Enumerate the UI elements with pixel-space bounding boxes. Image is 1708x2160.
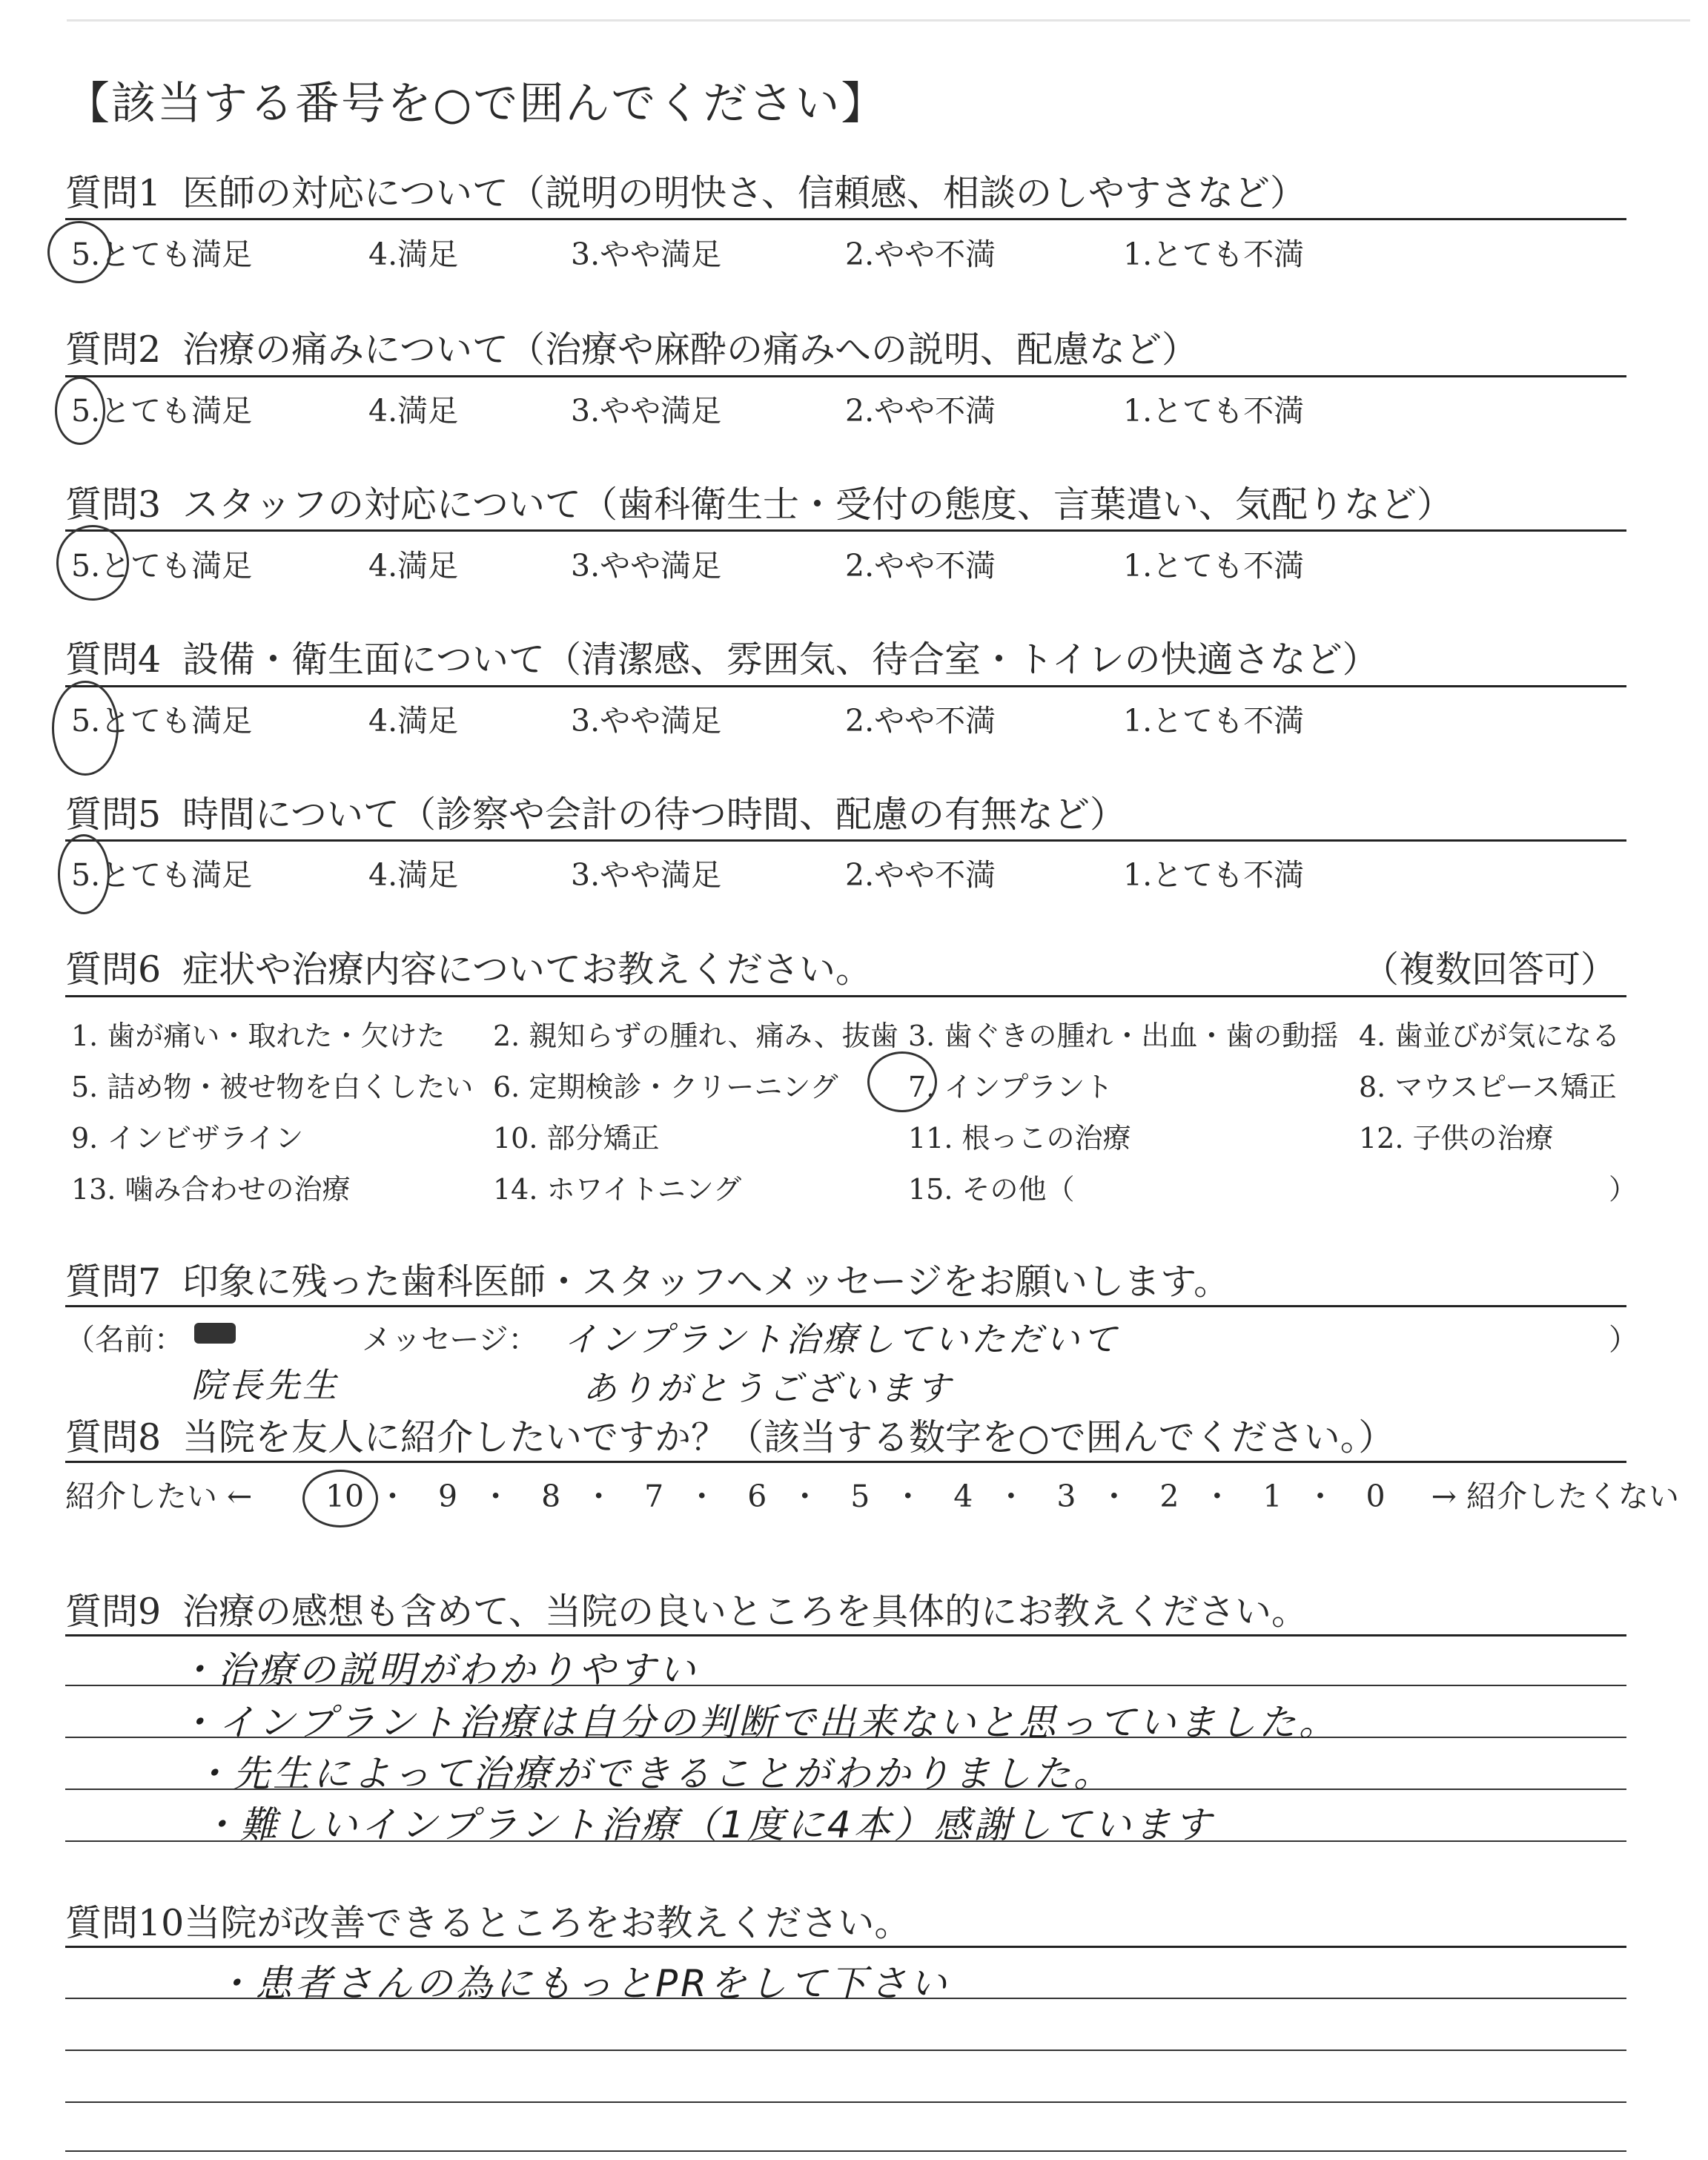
option-1[interactable]: 1.とても不満 bbox=[1123, 393, 1305, 429]
scale-right-label: → 紹介したくない bbox=[1431, 1479, 1679, 1514]
option-2[interactable]: 2.やや不満 bbox=[845, 393, 996, 429]
q6-item[interactable]: 7. インプラント bbox=[908, 1071, 1113, 1103]
answer-line bbox=[65, 2150, 1626, 2152]
question-rule bbox=[65, 995, 1626, 997]
option-5[interactable]: 5.とても満足 bbox=[71, 548, 253, 584]
option-4[interactable]: 4.満足 bbox=[368, 237, 459, 272]
scale-left-label: 紹介したい ← bbox=[65, 1479, 253, 1514]
option-4[interactable]: 4.満足 bbox=[368, 857, 459, 893]
name-label: （名前： bbox=[65, 1323, 184, 1357]
option-1[interactable]: 1.とても不満 bbox=[1123, 857, 1305, 893]
question-rule bbox=[65, 1634, 1626, 1636]
option-2[interactable]: 2.やや不満 bbox=[845, 548, 996, 584]
option-2[interactable]: 2.やや不満 bbox=[845, 857, 996, 893]
q6-item[interactable]: 13. 噛み合わせの治療 bbox=[71, 1173, 351, 1206]
option-5[interactable]: 5.とても満足 bbox=[71, 703, 253, 739]
option-3[interactable]: 3.やや満足 bbox=[571, 393, 722, 429]
option-3[interactable]: 3.やや満足 bbox=[571, 857, 722, 893]
q10-answer: ・患者さんの為にもっとPRをして下さい bbox=[215, 1962, 950, 2005]
q6-item[interactable]: 5. 詰め物・被せ物を白くしたい bbox=[71, 1071, 474, 1103]
selection-circle bbox=[56, 525, 129, 601]
scale-value[interactable]: 9 bbox=[438, 1479, 458, 1514]
scale-value[interactable]: 7 bbox=[644, 1479, 664, 1514]
selection-circle bbox=[302, 1470, 378, 1527]
selection-circle bbox=[52, 681, 119, 776]
question-title: 質問4 設備・衛生面について（清潔感、雰囲気、待合室・トイレの快適さなど） bbox=[65, 638, 1379, 681]
q9-answer: ・治療の説明がわかりやすい bbox=[178, 1648, 698, 1691]
q9-title: 質問9 治療の感想も含めて、当院の良いところを具体的にお教えください。 bbox=[65, 1591, 1308, 1633]
recommend-scale: 紹介したい ← 10 ・ 9 ・ 8 ・ 7 ・ 6 ・ 5 ・ 4 ・ 3 ・ 2 ・ 1 ・ 0 → 紹介したくない bbox=[65, 1472, 1679, 1516]
scale-value[interactable]: 3 bbox=[1056, 1479, 1076, 1514]
q6-item[interactable]: 14. ホワイトニング bbox=[493, 1173, 742, 1206]
name-handwriting: 院長先生 bbox=[191, 1365, 340, 1405]
q6-item[interactable]: 4. 歯並びが気になる bbox=[1359, 1020, 1621, 1052]
q10-title: 質問10当院が改善できるところをお教えください。 bbox=[65, 1902, 911, 1944]
q6-item[interactable]: 1. 歯が痛い・取れた・欠けた bbox=[71, 1020, 446, 1052]
option-1[interactable]: 1.とても不満 bbox=[1123, 237, 1305, 272]
redacted-mark bbox=[194, 1323, 236, 1344]
q6-item[interactable]: 2. 親知らずの腫れ、痛み、抜歯 bbox=[493, 1020, 898, 1052]
option-4[interactable]: 4.満足 bbox=[368, 393, 459, 429]
message-handwriting: ありがとうございます bbox=[583, 1368, 953, 1408]
option-5[interactable]: 5.とても満足 bbox=[71, 393, 253, 429]
q9-answer: ・インプラント治療は自分の判断で出来ないと思っていました。 bbox=[178, 1701, 1339, 1744]
scale-value[interactable]: 6 bbox=[747, 1479, 767, 1514]
question-rule bbox=[65, 1946, 1626, 1948]
selection-circle bbox=[47, 221, 111, 283]
question-rule bbox=[65, 218, 1626, 220]
q8-title: 質問8 当院を友人に紹介したいですか？（該当する数字を○で囲んでください。） bbox=[65, 1416, 1395, 1459]
scale-value[interactable]: 10 bbox=[325, 1479, 365, 1514]
top-border bbox=[67, 19, 1690, 22]
q6-item[interactable]: 8. マウスピース矯正 bbox=[1359, 1071, 1617, 1103]
question-rule bbox=[65, 529, 1626, 532]
answer-line bbox=[65, 2050, 1626, 2051]
scale-value[interactable]: 0 bbox=[1366, 1479, 1386, 1514]
question-rule bbox=[65, 685, 1626, 687]
option-4[interactable]: 4.満足 bbox=[368, 703, 459, 739]
selection-circle bbox=[55, 377, 105, 445]
question-rule bbox=[65, 839, 1626, 842]
option-1[interactable]: 1.とても不満 bbox=[1123, 703, 1305, 739]
option-3[interactable]: 3.やや満足 bbox=[571, 703, 722, 739]
option-5[interactable]: 5.とても満足 bbox=[71, 237, 253, 272]
option-2[interactable]: 2.やや不満 bbox=[845, 703, 996, 739]
question-title: 質問3 スタッフの対応について（歯科衛生士・受付の態度、言葉遣い、気配りなど） bbox=[65, 483, 1454, 526]
option-2[interactable]: 2.やや不満 bbox=[845, 237, 996, 272]
question-rule bbox=[65, 375, 1626, 377]
form-header: 【該当する番号を○で囲んでください】 bbox=[65, 78, 887, 130]
scale-value[interactable]: 2 bbox=[1159, 1479, 1179, 1514]
q6-item[interactable]: 15. その他（ bbox=[908, 1173, 1075, 1206]
q7-title: 質問7 印象に残った歯科医師・スタッフへメッセージをお願いします。 bbox=[65, 1261, 1231, 1303]
q6-title: 質問6 症状や治療内容についてお教えください。 bbox=[65, 948, 873, 991]
selection-circle bbox=[867, 1051, 937, 1112]
q6-item[interactable]: 9. インビザライン bbox=[71, 1122, 304, 1155]
option-1[interactable]: 1.とても不満 bbox=[1123, 548, 1305, 584]
message-handwriting: インプラント治療していただいて bbox=[563, 1319, 1119, 1359]
q6-other-close: ） bbox=[1609, 1173, 1638, 1206]
q6-item[interactable]: 3. 歯ぐきの腫れ・出血・歯の動揺 bbox=[908, 1020, 1339, 1052]
question-rule bbox=[65, 1461, 1626, 1463]
message-label: メッセージ： bbox=[362, 1323, 538, 1357]
selection-circle bbox=[58, 834, 110, 914]
question-rule bbox=[65, 1305, 1626, 1307]
option-4[interactable]: 4.満足 bbox=[368, 548, 459, 584]
q6-item[interactable]: 10. 部分矯正 bbox=[493, 1122, 660, 1155]
q6-item[interactable]: 6. 定期検診・クリーニング bbox=[493, 1071, 838, 1103]
q6-note: （複数回答可） bbox=[1363, 948, 1618, 991]
q6-item[interactable]: 11. 根っこの治療 bbox=[908, 1122, 1131, 1155]
option-5[interactable]: 5.とても満足 bbox=[71, 857, 253, 893]
option-3[interactable]: 3.やや満足 bbox=[571, 548, 722, 584]
question-title: 質問1 医師の対応について（説明の明快さ、信頼感、相談のしやすさなど） bbox=[65, 172, 1307, 214]
q9-answer: ・難しいインプラント治療（1度に4本）感謝しています bbox=[200, 1803, 1214, 1846]
q6-item[interactable]: 12. 子供の治療 bbox=[1359, 1122, 1554, 1155]
question-title: 質問2 治療の痛みについて（治療や麻酔の痛みへの説明、配慮など） bbox=[65, 328, 1199, 371]
q7-close: ） bbox=[1609, 1323, 1638, 1357]
q9-answer: ・先生によって治療ができることがわかりました。 bbox=[193, 1752, 1113, 1795]
question-title: 質問5 時間について（診察や会計の待つ時間、配慮の有無など） bbox=[65, 793, 1127, 836]
option-3[interactable]: 3.やや満足 bbox=[571, 237, 722, 272]
scale-value[interactable]: 8 bbox=[541, 1479, 561, 1514]
scale-value[interactable]: 1 bbox=[1262, 1479, 1282, 1514]
answer-line bbox=[65, 2101, 1626, 2103]
scale-value[interactable]: 5 bbox=[850, 1479, 870, 1514]
scale-value[interactable]: 4 bbox=[953, 1479, 973, 1514]
